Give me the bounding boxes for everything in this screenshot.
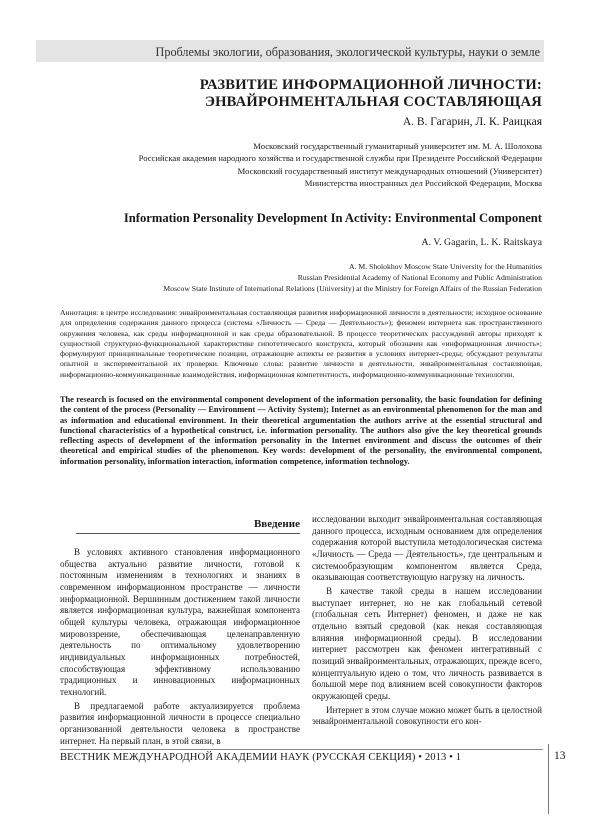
footer-divider: [548, 744, 549, 814]
abstract-ru: Аннотация: в центре исследования: энвайронментальная составляющая развития информационной личности в деятельности; исходное основание для определения содержания данного процесса (система «Личность — Среда — Деятельность»); феномен интернета как пространственного окружения человека, как среды информационной и как среды образовательной. В процессе теоретических рассуждений авторы приходят к сущностной структурно-функциональной характеристике гипотетического конструкта, который обозначен как «информационная личность»; формулируют принципиальные теоретические позиции, отражающие аспекты ее развития в условиях интернет-среды; обсуждают результаты опытной и экспериментальной их проверки. Ключевые слова: развитие личности в деятельности, энвайронментальная составляющая, информационно-коммуникационные взаимодействия, информационная компетентность, информационно-коммуникационные технологии.: [60, 308, 542, 379]
affiliation-line-en: Moscow State Institute of International Relations (University) at the Ministry for Foreign Affairs of the Russian Federation: [163, 283, 542, 293]
journal-footer: ВЕСТНИК МЕЖДУНАРОДНОЙ АКАДЕМИИ НАУК (РУССКАЯ СЕКЦИЯ) • 2013 • 1: [60, 752, 462, 763]
running-header: Проблемы экологии, образования, экологической культуры, науки о земле: [155, 45, 540, 59]
article-title-en: Information Personality Development In Activity: Environmental Component: [123, 211, 542, 225]
affiliations-ru: [60, 140, 542, 190]
heading-rule: [76, 533, 300, 534]
body-paragraph: В качестве такой среды в нашем исследовании выступает интернет, но не как глобальный сетевой (глобальная сеть Интернет) феномен, и даже не как отдельно взятый средовой (как некая составляющая влияния информационной среды). В исследовании интернет рассмотрен как феномен интегративный с позиций энвайронментальных, отражающих, прежде всего, концептуальную идею о том, что личность развивается в большой мере под влиянием всей совокупности факторов окружающей среды.: [312, 585, 542, 701]
affiliations-en: [60, 262, 542, 294]
affiliation-line: Московский государственный гуманитарный университет им. М. А. Шолохова: [253, 141, 542, 151]
affiliation-line-en: Russian Presidential Academy of National Economy and Public Administration: [297, 272, 542, 282]
article-title: [60, 77, 542, 111]
page-number: 13: [554, 750, 566, 762]
right-column: [312, 514, 542, 728]
left-column: [60, 547, 300, 747]
affiliation-line-en: A. M. Sholokhov Moscow State University for the Humanities: [348, 262, 542, 271]
body-paragraph: В предлагаемой работе актуализируется проблема развития информационной личности в процессе специально организованной деятельности человека в пространстве интернет. На первый план, в этой связи, в: [60, 700, 300, 746]
body-paragraph: В условиях активного становления информационного общества актуально развитие личности, готовой к постоянным изменениям в технологиях и знаниях в современном информационном пространстве — личности информационной. Вершинным достижением такой личности является информационная культура, важнейшая компонента общей культуры человека, отражающая информационное мировоззрение, обеспечивающая целенаправленную деятельность по оптимальному удовлетворению индивидуальных информационных потребностей, способствующая эффективному использованию традиционных и инновационных информационных технологий.: [60, 547, 300, 697]
title-line-2: ЭНВАЙРОНМЕНТАЛЬНАЯ СОСТАВЛЯЮЩАЯ: [205, 94, 542, 110]
body-paragraph: исследовании выходит энвайронментальная составляющая данного процесса, исходным основанием для определения содержания которой выступила методологическая система «Личность — Среда — Деятельность», где центральным и системообразующим компонентом является Среда, оказывающая соответствующую нагрузку на личность.: [312, 514, 542, 583]
authors-en: A. V. Gagarin, L. K. Raitskaya: [421, 237, 542, 248]
footer-rule: [60, 749, 543, 750]
affiliation-line: Российская академия народного хозяйства и государственной службы при Президенте Российской Федерации: [138, 153, 542, 164]
section-heading: Введение: [253, 518, 300, 530]
affiliation-line: Московский государственный институт международных отношений (Университет): [237, 165, 542, 176]
abstract-en: The research is focused on the environmental component development of the information personality, the basic foundation for defining the content of the process (Personality — Environment — Activity System); Internet as an environmental phenomenon for the man and as information and educational environment. In their theoretical argumentation the authors arrive at the essential structural and functional characteristics of a hypothetical construct, i.e. information personality. The authors also give the key theoretical grounds reflecting aspects of development of the information personality in the Internet environment and discuss the outcomes of their theoretical and empirical studies of the phenomenon. Key words: development of the personality, the environmental component, information personality, information interaction, information competence, information technology.: [60, 395, 542, 466]
authors-ru: А. В. Гагарин, Л. К. Раицкая: [402, 116, 542, 128]
body-paragraph: Интернет в этом случае можно может быть в целостной энвайронментальной совокупности его кон-: [312, 704, 542, 727]
title-line-1: РАЗВИТИЕ ИНФОРМАЦИОННОЙ ЛИЧНОСТИ:: [199, 77, 542, 93]
affiliation-line: Министерства иностранных дел Российской Федерации, Москва: [304, 178, 542, 189]
